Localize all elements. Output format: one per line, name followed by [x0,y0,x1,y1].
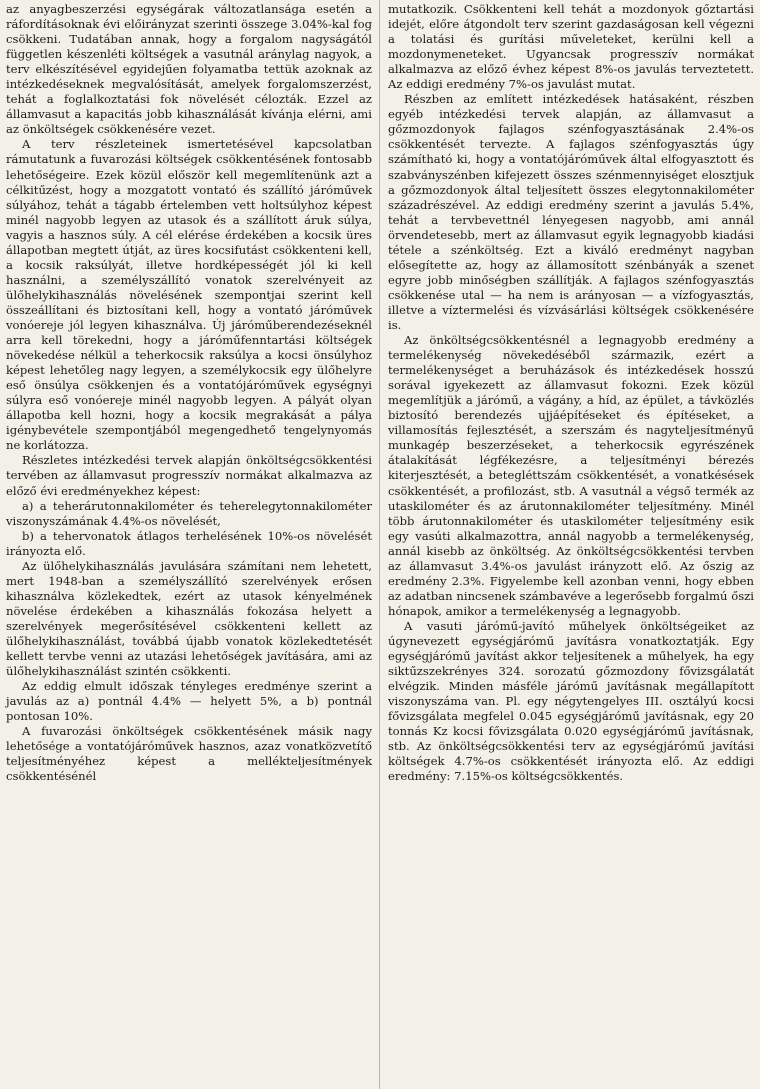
list-item: b) a tehervonatok átlagos terhelésének 10%-os növelését irányozta elő. [6,528,372,558]
paragraph: A terv részleteinek ismertetésével kapcsolatban rámutatunk a fuvarozási költségek csökkentésének fontosabb lehetőségeire. Ezek közül először kell megemlítenünk azt a célkitűzést, hogy a mozgatott vontató és szállító járóművek súlyához, tehát a tágabb értelemben vett holtsúlyhoz képest minél nagyobb legyen az utasok és a szállított áruk súlya, vagyis a hasznos súly. A cél elérése érdekében a kocsik üres állapotban megtett útját, az üres kocsifutást csökkenteni kell, a kocsik raksúlyát, illetve hordképességét jól ki kell használni, a személyszállító vonatok szerelvényeit az ülőhelykihasználás növelésének szempontjai szerint kell összeállítani és biztosítani kell, hogy a vontató járóművek vonóereje jól legyen kihasználva. Új járóműberendezéseknél arra kell törekedni, hogy a járóműfenntartási költségek növekedése nélkül a teherkocsik raksúlya a kocsi önsúlyhoz képest lehetőleg nagy legyen, a személykocsik egy ülőhelyre eső önsúlya csökkenjen és a vontatójáróművek egységnyi súlyra eső vonóereje minél nagyobb legyen. A pályát olyan állapotba kell hozni, hogy a kocsik megrakását a pálya igénybevétele szempontjából megengedhető tengelynyomás ne korlátozza. [6,137,372,453]
paragraph: Az ülőhelykihasználás javulására számítani nem lehetett, mert 1948-ban a személyszállító szerelvények erősen kihasználva közlekedtek, ezért az utasok kényelmének növelése érdekében a kihasználás fokozása helyett a szerelvények megerősítésével csökkenteni kellett az ülőhelykihasználást, továbbá újabb vonatok közlekedtetését kellett tervbe venni az utazási lehetőségek javítására, ami az ülőhelykihasználást szintén csökkenti. [6,558,372,679]
paragraph: az anyagbeszerzési egységárak változatlansága esetén a ráfordításoknak évi előirányzat szerinti összege 3.04%-kal fog csökkeni. Tudatában annak, hogy a forgalom nagyságától független készenléti költségek a vasutnál aránylag nagyok, a terv elkészítésével egyidejűen folyamatba tettük azoknak az intézkedéseknek megvalósítását, amelyek forgalomszerzést, tehát a foglalkoztatási fok növelését célozták. Ezzel az államvasut a kapacitás jobb kihasználását kívánja elérni, ami az önköltségek csökkenésére vezet. [6,2,372,137]
list-item: a) a teherárutonnakilométer és teherelegytonnakilométer viszonyszámának 4.4%-os növelését, [6,498,372,528]
column-divider [379,0,380,1089]
left-column [6,2,372,1089]
right-column [388,2,754,1089]
paragraph: mutatkozik. Csökkenteni kell tehát a mozdonyok gőztartási idejét, előre átgondolt terv szerint gazdaságosan kell végezni a tolatási és gurítási műveleteket, kerülni kell a mozdonymeneteket. Ugyancsak progresszív normákat alkalmazva az előző évhez képest 8%-os javulás terveztetett. Az eddigi eredmény 7%-os javulást mutat. [388,2,754,92]
paragraph: Az önköltségcsökkentésnél a legnagyobb eredmény a termelékenység növekedéséből származik, ezért a termelékenységet a beruházások és intézkedések hosszú sorával igyekezett az államvasut fokozni. Ezek közül megemlítjük a járómű, a vágány, a híd, az épület, a távközlés biztosító berendezés ujjáépítéseket és építéseket, a villamosítás fejlesztését, a szerszám és nagyteljesítményű munkagép beszerzéseket, a teherkocsik egyrészének átalakítását légfékezésre, a teljesítményi bérezés kiterjesztését, a betegléttszám csökkentését, a vonatkésések csökkentését, a profilozást, stb. A vasutnál a végső termék az utaskilométer és az árutonnakilométer teljesítmény. Minél több árutonnakilométer és utaskilométer teljesítmény esik egy vasúti alkalmazottra, annál nagyobb a termelékenység, annál kisebb az önköltség. Az önköltségcsökkentési tervben az államvasut 3.4%-os javulást irányzott elő. Az őszig az eredmény 2.3%. Figyelembe kell azonban venni, hogy ebben az adatban nincsenek számbavéve a legerősebb forgalmú őszi hónapok, amikor a termelékenység a legnagyobb. [388,333,754,618]
paragraph: A vasuti járómű-javító műhelyek önköltségeiket az úgynevezett egységjárómű javításra vonatkoztatják. Egy egységjárómű javítást akkor teljesítenek a műhelyek, ha egy siktűzszekrényes 324. sorozatú gőzmozdony fővizsgálatát elvégzik. Minden másféle járómű javításnak megállapított viszonyszáma van. Pl. egy négytengelyes III. osztályú kocsi fővizsgálata megfelel 0.045 egységjárómű javításnak, egy 20 tonnás Kz kocsi fővizsgálata 0.020 egységjárómű javításnak, stb. Az önköltségcsökkentési terv az egységjárómű javítási költségek 4.7%-os csökkentését irányozta elő. Az eddigi eredmény: 7.15%-os költségcsökkentés. [388,618,754,784]
paragraph: A fuvarozási önköltségek csökkentésének másik nagy lehetősége a vontatójáróművek hasznos, azaz vonatközvetítő teljesítményéhez képest a mellékteljesítmények csökkentésénél [6,724,372,784]
paragraph: Az eddig elmult időszak tényleges eredménye szerint a javulás az a) pontnál 4.4% — helyett 5%, a b) pontnál pontosan 10%. [6,679,372,724]
paragraph: Részletes intézkedési tervek alapján önköltségcsökkentési tervében az államvasut progresszív normákat alkalmazva az előző évi eredményekhez képest: [6,453,372,498]
paragraph: Részben az említett intézkedések hatásaként, részben egyéb intézkedési tervek alapján, az államvasut a gőzmozdonyok fajlagos szénfogyasztásának 2.4%-os csökkentését tervezte. A fajlagos szénfogyasztás úgy számítható ki, hogy a vontatójáróművek által elfogyasztott és szabványszénben kifejezett összes szénmennyiséget elosztjuk a gőzmozdonyok által teljesített összes elegytonnakilométer századrészével. Az eddigi eredmény szerint a javulás 5.4%, tehát a tervbevettnél lényegesen nagyobb, ami annál örvendetesebb, mert az államvasut egyik legnagyobb kiadási tétele a szénköltség. Ezt a kiváló eredményt nagyban elősegítette az, hogy az államosított szénbányák a szenet egyre jobb minőségben szállítják. A fajlagos szénfogyasztás csökkenése utal — ha nem is arányosan — a vízfogyasztás, illetve a víztermelési és vízvásárlási költségek csökkenésére is. [388,92,754,332]
